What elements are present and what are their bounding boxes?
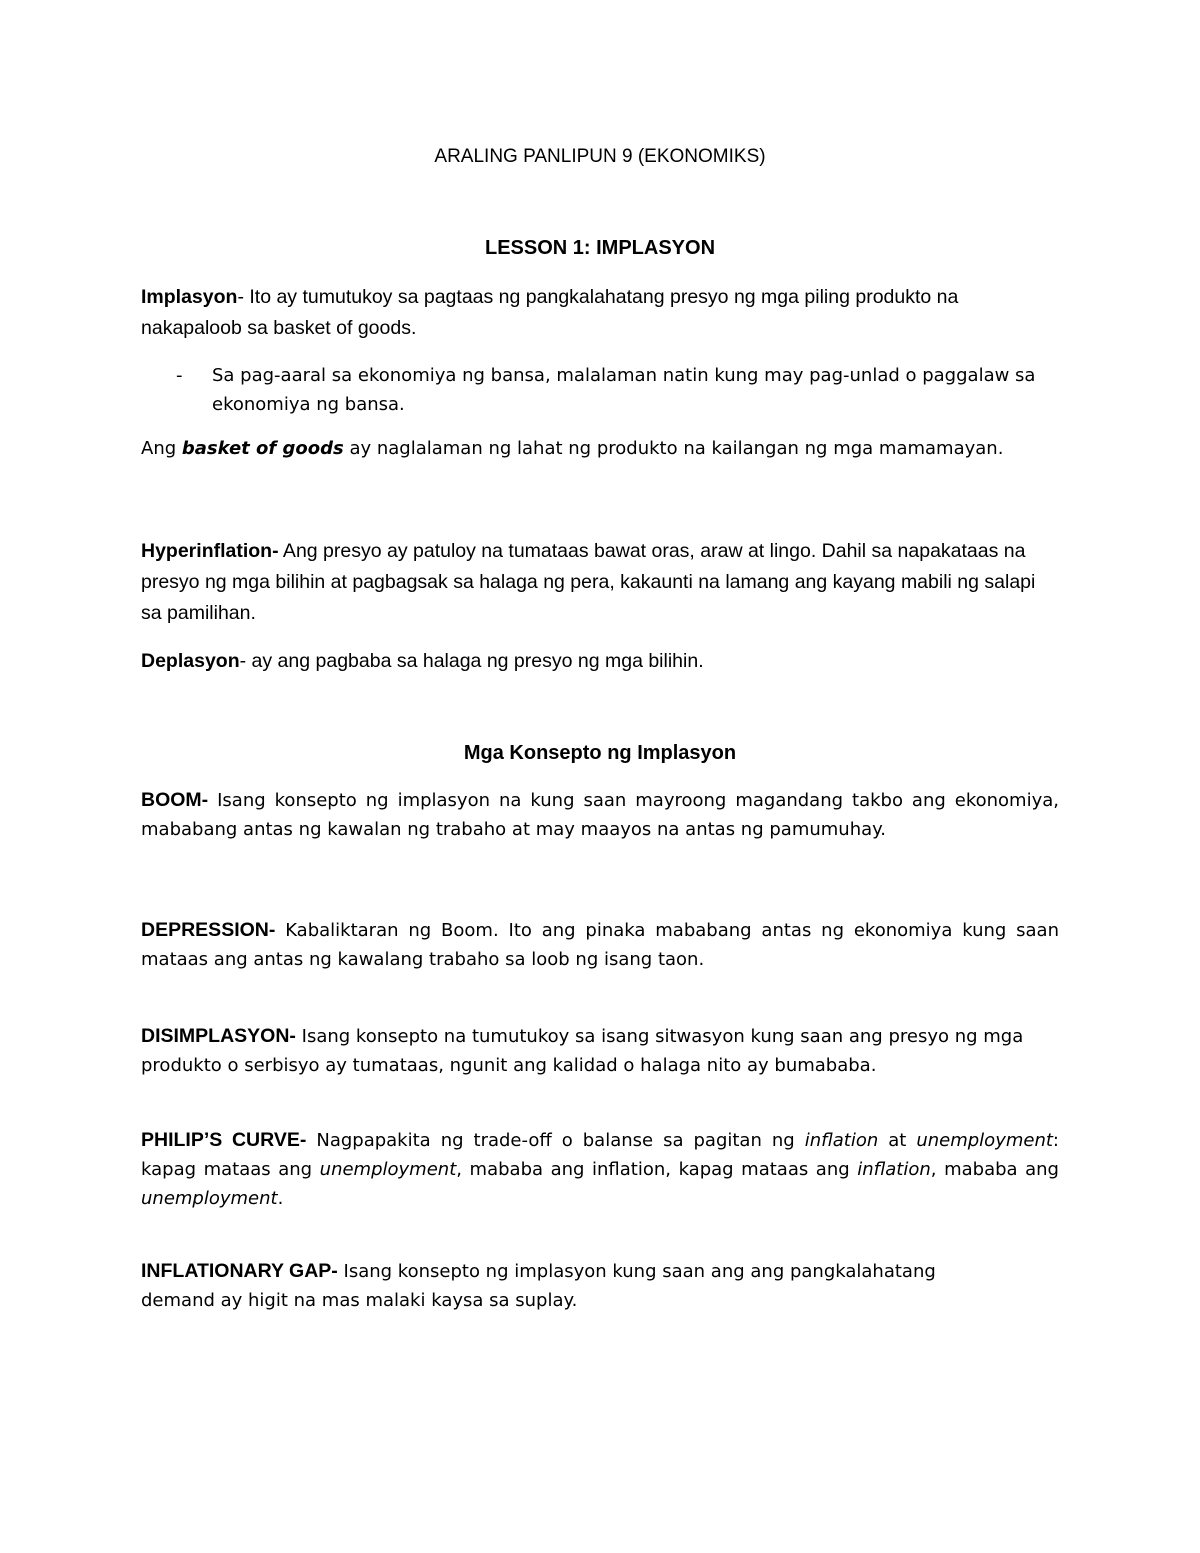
basket-prefix: Ang	[141, 438, 182, 459]
concepts-heading: Mga Konsepto ng Implasyon	[463, 742, 737, 764]
philips-italic: unemployment	[141, 1188, 278, 1209]
gap-term: INFLATIONARY GAP-	[141, 1260, 338, 1282]
deplasyon-definition	[141, 646, 1061, 677]
philips-italic: inflation	[857, 1159, 931, 1180]
philips-italic: unemployment	[319, 1159, 457, 1180]
gap-text: Isang konsepto ng implasyon kung saan ang ang pangkalahatang demand ay higit na mas malaki kaysa sa suplay.	[141, 1261, 936, 1311]
hyperinflation-term: Hyperinflation-	[141, 540, 279, 562]
philips-text: Nagpapakita ng trade-off o balanse sa pagitan ng	[306, 1130, 805, 1151]
disimplasyon-text: Isang konsepto na tumutukoy sa isang sitwasyon kung saan ang presyo ng mga produkto o serbisyo ay tumataas, ngunit ang kalidad o halaga nito ay bumababa.	[141, 1026, 1024, 1076]
philips-curve-definition	[141, 1126, 1059, 1213]
philips-italic: inflation	[804, 1130, 879, 1151]
philips-italic: unemployment	[916, 1130, 1053, 1151]
philips-text: at	[878, 1130, 917, 1151]
boom-term: BOOM-	[141, 789, 209, 811]
implasyon-definition	[141, 282, 1061, 344]
hyperinflation-definition	[141, 536, 1061, 629]
disimplasyon-term: DISIMPLASYON-	[141, 1025, 296, 1047]
boom-text: Isang konsepto ng implasyon na kung saan mayroong magandang takbo ang ekonomiya, mababang antas ng kawalan ng trabaho at may maayos na antas ng pamumuhay.	[141, 790, 1059, 840]
basket-text: ay naglalaman ng lahat ng produkto na kailangan ng mga mamamayan.	[343, 438, 1004, 459]
implasyon-text: - Ito ay tumutukoy sa pagtaas ng pangkalahatang presyo ng mga piling produkto na nakapaloob sa basket of goods.	[141, 286, 959, 339]
hyperinflation-text: Ang presyo ay patuloy na tumataas bawat oras, araw at lingo. Dahil sa napakataas na presyo ng mga bilihin at pagbagsak sa halaga ng pera, kakaunti na lamang ang kayang mabili ng salapi sa pamilihan.	[141, 540, 1036, 624]
basket-term: basket of goods	[181, 438, 344, 459]
basket-definition	[141, 434, 1061, 463]
philips-text: , mababa ang inflation, kapag mataas ang	[456, 1159, 858, 1180]
deplasyon-text: - ay ang pagbaba sa halaga ng presyo ng mga bilihin.	[239, 650, 704, 672]
philips-text: : kapag mataas ang	[141, 1130, 1059, 1180]
depression-term: DEPRESSION-	[141, 919, 276, 941]
philips-text: .	[277, 1188, 284, 1209]
bullet-marker: -	[176, 365, 183, 386]
depression-text: Kabaliktaran ng Boom. Ito ang pinaka mababang antas ng ekonomiya kung saan mataas ang antas ng kawalang trabaho sa loob ng isang taon.	[141, 920, 1059, 970]
lesson-heading: LESSON 1: IMPLASYON	[484, 237, 716, 259]
boom-definition	[141, 786, 1059, 844]
implasyon-term: Implasyon	[141, 286, 238, 308]
depression-definition	[141, 916, 1059, 974]
deplasyon-term: Deplasyon	[141, 650, 240, 672]
bullet-text: Sa pag-aaral sa ekonomiya ng bansa, malalaman natin kung may pag-unlad o paggalaw sa ekonomiya ng bansa.	[212, 365, 1036, 415]
disimplasyon-definition	[141, 1022, 1063, 1080]
document-title: ARALING PANLIPUN 9 (EKONOMIKS)	[434, 146, 766, 167]
philips-text: , mababa ang	[930, 1159, 1059, 1180]
inflationary-gap-definition	[141, 1257, 1011, 1315]
philips-term: PHILIP’S CURVE-	[141, 1129, 307, 1151]
